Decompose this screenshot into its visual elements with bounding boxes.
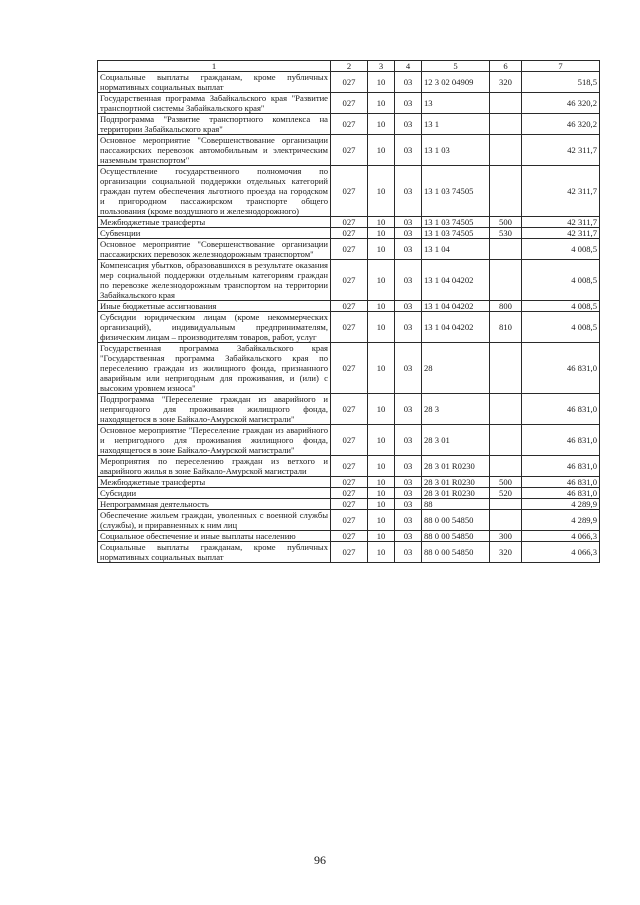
row-name-cell: Межбюджетные трансферты (98, 217, 331, 228)
row-name-cell: Социальное обеспечение и иные выплаты населению (98, 531, 331, 542)
admin-code-cell: 027 (331, 456, 368, 477)
amount-cell: 4 066,3 (522, 531, 600, 542)
expense-type-cell: 500 (490, 217, 522, 228)
target-article-cell: 13 1 04 (422, 239, 490, 260)
amount-cell: 46 831,0 (522, 477, 600, 488)
table-row (98, 301, 600, 312)
column-header: 6 (490, 61, 522, 72)
row-name-cell: Подпрограмма "Переселение граждан из аварийного и непригодного для проживания жилищного фонда, находящегося в зоне Байкало-Амурской магистрали" (98, 394, 331, 425)
row-name-cell: Обеспечение жильем граждан, уволенных с военной службы (службы), и приравненных к ним лиц (98, 510, 331, 531)
target-article-cell: 13 1 (422, 114, 490, 135)
expense-type-cell (490, 114, 522, 135)
amount-cell: 4 066,3 (522, 542, 600, 563)
admin-code-cell: 027 (331, 425, 368, 456)
row-name-cell: Осуществление государственного полномочия по организации социальной поддержки отдельных категорий граждан путем обеспечения льготного проезда на городском и пригородном пассажирском транспорте общего пользования (кроме воздушного и железнодорожного) (98, 166, 331, 217)
table-row (98, 93, 600, 114)
table-row (98, 72, 600, 93)
admin-code-cell: 027 (331, 239, 368, 260)
amount-cell: 4 008,5 (522, 312, 600, 343)
target-article-cell: 28 3 01 R0230 (422, 488, 490, 499)
expense-type-cell (490, 510, 522, 531)
admin-code-cell: 027 (331, 542, 368, 563)
row-name-cell: Иные бюджетные ассигнования (98, 301, 331, 312)
table-header-row (98, 61, 600, 72)
expense-type-cell: 800 (490, 301, 522, 312)
subsection-cell: 03 (395, 301, 422, 312)
section-cell: 10 (368, 114, 395, 135)
section-cell: 10 (368, 531, 395, 542)
amount-cell: 4 289,9 (522, 499, 600, 510)
table-row (98, 135, 600, 166)
subsection-cell: 03 (395, 114, 422, 135)
subsection-cell: 03 (395, 477, 422, 488)
expense-type-cell (490, 135, 522, 166)
row-name-cell: Социальные выплаты гражданам, кроме публичных нормативных социальных выплат (98, 72, 331, 93)
expense-type-cell (490, 456, 522, 477)
subsection-cell: 03 (395, 166, 422, 217)
row-name-cell: Компенсация убытков, образовавшихся в результате оказания мер социальной поддержки отдельным категориям граждан по перевозке железнодорожным транспортом на территории Забайкальского края (98, 260, 331, 301)
subsection-cell: 03 (395, 488, 422, 499)
amount-cell: 46 320,2 (522, 114, 600, 135)
subsection-cell: 03 (395, 135, 422, 166)
expense-type-cell (490, 93, 522, 114)
table-row (98, 531, 600, 542)
expense-type-cell: 300 (490, 531, 522, 542)
section-cell: 10 (368, 499, 395, 510)
row-name-cell: Основное мероприятие "Совершенствование организации пассажирских перевозок автомобильным и электрическим наземным транспортом" (98, 135, 331, 166)
expense-type-cell: 500 (490, 477, 522, 488)
amount-cell: 42 311,7 (522, 228, 600, 239)
target-article-cell: 28 3 01 R0230 (422, 456, 490, 477)
subsection-cell: 03 (395, 343, 422, 394)
table-row (98, 343, 600, 394)
subsection-cell: 03 (395, 93, 422, 114)
subsection-cell: 03 (395, 499, 422, 510)
row-name-cell: Непрограммная деятельность (98, 499, 331, 510)
amount-cell: 46 831,0 (522, 488, 600, 499)
target-article-cell: 13 1 03 74505 (422, 166, 490, 217)
expense-type-cell (490, 239, 522, 260)
target-article-cell: 88 0 00 54850 (422, 542, 490, 563)
target-article-cell: 88 0 00 54850 (422, 510, 490, 531)
section-cell: 10 (368, 456, 395, 477)
section-cell: 10 (368, 239, 395, 260)
admin-code-cell: 027 (331, 301, 368, 312)
target-article-cell: 12 3 02 04909 (422, 72, 490, 93)
amount-cell: 46 831,0 (522, 456, 600, 477)
table-row (98, 499, 600, 510)
admin-code-cell: 027 (331, 488, 368, 499)
admin-code-cell: 027 (331, 217, 368, 228)
section-cell: 10 (368, 217, 395, 228)
expense-type-cell: 530 (490, 228, 522, 239)
section-cell: 10 (368, 301, 395, 312)
section-cell: 10 (368, 135, 395, 166)
admin-code-cell: 027 (331, 93, 368, 114)
target-article-cell: 13 1 04 04202 (422, 260, 490, 301)
target-article-cell: 13 1 04 04202 (422, 312, 490, 343)
admin-code-cell: 027 (331, 477, 368, 488)
row-name-cell: Субсидии (98, 488, 331, 499)
table-row (98, 542, 600, 563)
expense-type-cell (490, 394, 522, 425)
subsection-cell: 03 (395, 456, 422, 477)
admin-code-cell: 027 (331, 228, 368, 239)
section-cell: 10 (368, 477, 395, 488)
subsection-cell: 03 (395, 542, 422, 563)
table-row (98, 425, 600, 456)
amount-cell: 42 311,7 (522, 217, 600, 228)
section-cell: 10 (368, 510, 395, 531)
expense-type-cell (490, 425, 522, 456)
row-name-cell: Государственная программа Забайкальского края "Развитие транспортной системы Забайкальского края" (98, 93, 331, 114)
admin-code-cell: 027 (331, 72, 368, 93)
subsection-cell: 03 (395, 531, 422, 542)
row-name-cell: Подпрограмма "Развитие транспортного комплекса на территории Забайкальского края" (98, 114, 331, 135)
target-article-cell: 13 1 04 04202 (422, 301, 490, 312)
page-number: 96 (314, 853, 326, 867)
amount-cell: 42 311,7 (522, 135, 600, 166)
row-name-cell: Субсидии юридическим лицам (кроме некоммерческих организаций), индивидуальным предпринимателям, физическим лицам – производителям товаров, работ, услуг (98, 312, 331, 343)
section-cell: 10 (368, 488, 395, 499)
amount-cell: 46 320,2 (522, 93, 600, 114)
expense-type-cell: 520 (490, 488, 522, 499)
section-cell: 10 (368, 394, 395, 425)
table-row (98, 394, 600, 425)
row-name-cell: Основное мероприятие "Совершенствование организации пассажирских перевозок железнодорожным транспортом" (98, 239, 331, 260)
amount-cell: 4 289,9 (522, 510, 600, 531)
admin-code-cell: 027 (331, 343, 368, 394)
target-article-cell: 28 3 01 (422, 425, 490, 456)
subsection-cell: 03 (395, 228, 422, 239)
table-row (98, 312, 600, 343)
admin-code-cell: 027 (331, 260, 368, 301)
table-row (98, 239, 600, 260)
expense-type-cell (490, 343, 522, 394)
subsection-cell: 03 (395, 72, 422, 93)
column-header: 3 (368, 61, 395, 72)
section-cell: 10 (368, 166, 395, 217)
amount-cell: 4 008,5 (522, 260, 600, 301)
admin-code-cell: 027 (331, 531, 368, 542)
subsection-cell: 03 (395, 510, 422, 531)
table-row (98, 260, 600, 301)
row-name-cell: Основное мероприятие "Переселение граждан из аварийного и непригодного для проживания жилищного фонда, находящегося в зоне Байкало-Амурской магистрали" (98, 425, 331, 456)
target-article-cell: 13 (422, 93, 490, 114)
section-cell: 10 (368, 228, 395, 239)
subsection-cell: 03 (395, 260, 422, 301)
row-name-cell: Мероприятия по переселению граждан из ветхого и аварийного жилья в зоне Байкало-Амурской магистрали (98, 456, 331, 477)
target-article-cell: 88 (422, 499, 490, 510)
subsection-cell: 03 (395, 217, 422, 228)
subsection-cell: 03 (395, 239, 422, 260)
column-header: 1 (98, 61, 331, 72)
row-name-cell: Социальные выплаты гражданам, кроме публичных нормативных социальных выплат (98, 542, 331, 563)
table-row (98, 228, 600, 239)
table-row (98, 488, 600, 499)
admin-code-cell: 027 (331, 499, 368, 510)
amount-cell: 4 008,5 (522, 301, 600, 312)
section-cell: 10 (368, 542, 395, 563)
target-article-cell: 13 1 03 74505 (422, 228, 490, 239)
admin-code-cell: 027 (331, 510, 368, 531)
amount-cell: 46 831,0 (522, 343, 600, 394)
table-row (98, 166, 600, 217)
amount-cell: 46 831,0 (522, 394, 600, 425)
section-cell: 10 (368, 425, 395, 456)
target-article-cell: 88 0 00 54850 (422, 531, 490, 542)
table-row (98, 477, 600, 488)
admin-code-cell: 027 (331, 394, 368, 425)
amount-cell: 4 008,5 (522, 239, 600, 260)
column-header: 5 (422, 61, 490, 72)
table-row (98, 217, 600, 228)
expense-type-cell: 320 (490, 542, 522, 563)
row-name-cell: Субвенции (98, 228, 331, 239)
column-header: 4 (395, 61, 422, 72)
target-article-cell: 13 1 03 (422, 135, 490, 166)
amount-cell: 518,5 (522, 72, 600, 93)
amount-cell: 42 311,7 (522, 166, 600, 217)
subsection-cell: 03 (395, 394, 422, 425)
row-name-cell: Государственная программа Забайкальского края "Государственная программа Забайкальского края по переселению граждан из жилищного фонда, признанного аварийным или непригодным для проживания, и (или) с высоким уровнем износа" (98, 343, 331, 394)
row-name-cell: Межбюджетные трансферты (98, 477, 331, 488)
expense-type-cell: 810 (490, 312, 522, 343)
target-article-cell: 28 3 01 R0230 (422, 477, 490, 488)
column-header: 2 (331, 61, 368, 72)
target-article-cell: 28 (422, 343, 490, 394)
expense-type-cell (490, 499, 522, 510)
amount-cell: 46 831,0 (522, 425, 600, 456)
target-article-cell: 28 3 (422, 394, 490, 425)
expense-type-cell (490, 166, 522, 217)
section-cell: 10 (368, 260, 395, 301)
target-article-cell: 13 1 03 74505 (422, 217, 490, 228)
section-cell: 10 (368, 312, 395, 343)
subsection-cell: 03 (395, 425, 422, 456)
budget-table (97, 60, 600, 563)
expense-type-cell: 320 (490, 72, 522, 93)
admin-code-cell: 027 (331, 166, 368, 217)
section-cell: 10 (368, 343, 395, 394)
subsection-cell: 03 (395, 312, 422, 343)
table-row (98, 114, 600, 135)
table-row (98, 510, 600, 531)
table-row (98, 456, 600, 477)
admin-code-cell: 027 (331, 135, 368, 166)
section-cell: 10 (368, 93, 395, 114)
expense-type-cell (490, 260, 522, 301)
column-header: 7 (522, 61, 600, 72)
admin-code-cell: 027 (331, 114, 368, 135)
admin-code-cell: 027 (331, 312, 368, 343)
section-cell: 10 (368, 72, 395, 93)
